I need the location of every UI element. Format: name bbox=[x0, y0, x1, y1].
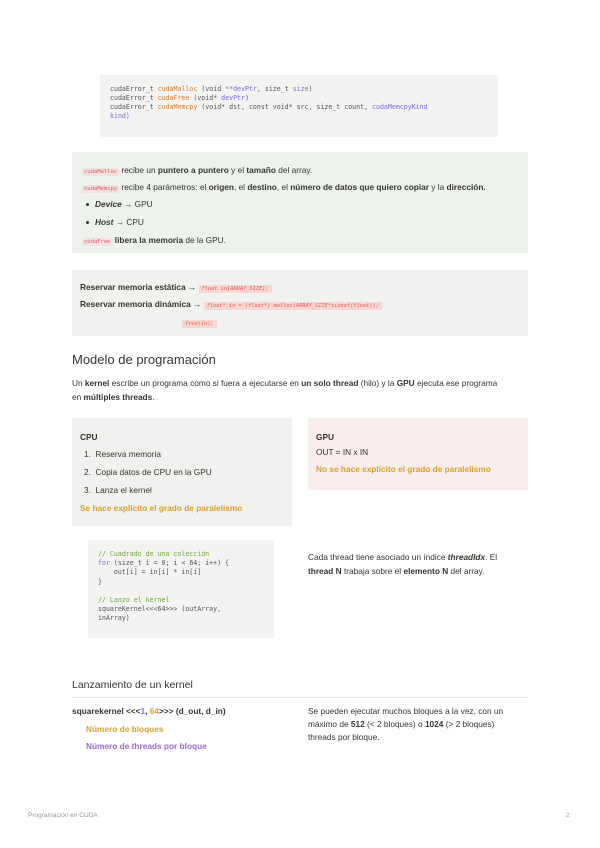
cpu-item-2: 2. Copia datos de CPU en la GPU bbox=[84, 467, 212, 477]
code-text: cudaError_t bbox=[110, 103, 158, 111]
page-number: 2 bbox=[566, 812, 570, 819]
footer-title: Programación en CUDA bbox=[28, 812, 98, 819]
bold-text: Reservar memoria dinámica bbox=[80, 299, 191, 309]
code-text: cudaError_t bbox=[110, 94, 158, 102]
bold-text: múltiples threads bbox=[83, 392, 153, 402]
bold-text: puntero a puntero bbox=[157, 165, 229, 175]
dynamic-code: float* in = (float*) malloc(ARRAY_SIZE*sizeof(float)); bbox=[204, 302, 382, 310]
section-title-lanzamiento: Lanzamiento de un kernel bbox=[72, 679, 193, 691]
bullet-device bbox=[86, 199, 153, 210]
bold-text: GPU bbox=[316, 432, 334, 442]
code-text: (void* dst, const void* src, size_t count, bbox=[197, 103, 373, 111]
code-text: ) bbox=[308, 85, 313, 93]
threads-label: Número de threads por bloque bbox=[86, 741, 207, 751]
text: del array. bbox=[275, 165, 313, 175]
code-param: devPtr bbox=[221, 94, 245, 102]
code-text: (size_t i = 0; i < 64; i++) { bbox=[109, 559, 230, 568]
memcpy-code: cudaMemcpy bbox=[84, 186, 118, 192]
code-text: , size_t bbox=[256, 85, 293, 93]
bold-text: 1024 bbox=[424, 719, 444, 729]
section-title-modelo: Modelo de programación bbox=[72, 352, 216, 367]
bold-text: Device bbox=[95, 199, 122, 209]
text: , el bbox=[276, 182, 291, 192]
cpu-note: Se hace explícito el grado de paralelismo bbox=[80, 503, 243, 513]
gpu-formula: OUT = IN x IN bbox=[316, 447, 369, 457]
code-param: cudaMemcpyKind bbox=[372, 103, 428, 111]
code-text: (void bbox=[197, 85, 226, 93]
code-function: cudaMemcpy bbox=[157, 103, 198, 111]
code-text: } bbox=[98, 577, 102, 586]
launch-desc-line2 bbox=[308, 719, 494, 730]
bold-text: número de datos que quiero copiar bbox=[290, 182, 429, 192]
text: recibe 4 parámetros: el bbox=[119, 182, 209, 192]
kernel-paragraph-line2 bbox=[72, 392, 155, 403]
bold-text: thread N bbox=[308, 566, 342, 576]
bold-text: un solo thread bbox=[301, 378, 359, 388]
text: Lanza el kernel bbox=[95, 485, 152, 495]
text: (hilo) y la bbox=[358, 378, 397, 388]
divider bbox=[72, 697, 528, 698]
bold-text: squarekernel <<< bbox=[72, 706, 141, 716]
code-keyword: for bbox=[98, 559, 110, 568]
free-code: cudaFree bbox=[84, 239, 111, 245]
bold-text: tamaño bbox=[246, 165, 276, 175]
bold-text: libera la memoria bbox=[112, 235, 184, 245]
bullet-icon bbox=[86, 203, 89, 206]
bullet-host bbox=[86, 217, 144, 228]
code-comment: // Lanzo el kernel bbox=[98, 596, 170, 605]
memcpy-line bbox=[82, 182, 486, 195]
code-block-square-kernel bbox=[88, 540, 274, 638]
text: Copia datos de CPU en la GPU bbox=[95, 467, 212, 477]
cpu-item-1: 1. Reserva memoria bbox=[84, 449, 162, 459]
code-param: **devPtr bbox=[225, 85, 257, 93]
text: máximo de bbox=[308, 719, 351, 729]
code-text: out[i] = in[i] * in[i] bbox=[98, 568, 202, 577]
bold-text: dirección. bbox=[446, 182, 486, 192]
text: recibe un bbox=[119, 165, 158, 175]
threads-value: 64 bbox=[149, 706, 159, 716]
code-block-cuda-api bbox=[100, 75, 498, 137]
bold-text: kernel bbox=[84, 378, 110, 388]
code-function: cudaFree bbox=[157, 94, 190, 102]
code-text: squareKernel<<<64>>> (outArray, bbox=[98, 605, 222, 614]
launch-syntax bbox=[72, 706, 226, 717]
text: (< 2 bloques) o bbox=[364, 719, 425, 729]
text: Cada thread tiene asociado un índice bbox=[308, 552, 448, 562]
blocks-label: Número de bloques bbox=[86, 724, 164, 734]
bold-text: >>> (d_out, d_in) bbox=[158, 706, 226, 716]
code-param: kind) bbox=[110, 112, 130, 120]
text: escribe un programa como si fuera a ejecutarse en bbox=[109, 378, 302, 388]
bold-text: Host bbox=[95, 217, 114, 227]
cpu-title bbox=[80, 432, 98, 443]
free-memory-line bbox=[182, 317, 217, 330]
static-code: float in[ARRAY_SIZE]; bbox=[199, 285, 272, 293]
malloc-code: cudaMalloc bbox=[84, 169, 118, 175]
code-param: size bbox=[292, 85, 309, 93]
text: . bbox=[152, 392, 155, 402]
bullet-icon bbox=[86, 221, 89, 224]
text: . El bbox=[485, 552, 498, 562]
code-text: ) bbox=[245, 94, 249, 102]
text: ejecuta ese programa bbox=[414, 378, 498, 388]
malloc-line bbox=[82, 165, 312, 178]
launch-desc-line1: Se pueden ejecutar muchos bloques a la vez, con un bbox=[308, 706, 504, 716]
static-memory-line bbox=[80, 282, 272, 295]
text: de la GPU. bbox=[183, 235, 226, 245]
text: trabaja sobre el bbox=[341, 566, 404, 576]
code-text: (void* bbox=[189, 94, 222, 102]
code-function: cudaMalloc bbox=[157, 85, 198, 93]
launch-desc-line3: threads por bloque. bbox=[308, 732, 380, 742]
thread-text-line2 bbox=[308, 566, 484, 577]
text: Un bbox=[72, 378, 85, 388]
gpu-note: No se hace explícito el grado de paralelismo bbox=[316, 464, 491, 474]
bold-text: Reservar memoria estática bbox=[80, 282, 186, 292]
cpu-item-3: 3. Lanza el kernel bbox=[84, 485, 152, 495]
gpu-title bbox=[316, 432, 334, 443]
text: y el bbox=[228, 165, 247, 175]
text: → GPU bbox=[121, 199, 153, 209]
bold-text: destino bbox=[247, 182, 277, 192]
arrow: → bbox=[185, 282, 199, 292]
bold-text: elemento N bbox=[403, 566, 449, 576]
code-text: inArray) bbox=[98, 614, 130, 623]
text: , el bbox=[233, 182, 248, 192]
text: → CPU bbox=[113, 217, 144, 227]
text: y la bbox=[428, 182, 447, 192]
kernel-paragraph-line1 bbox=[72, 378, 497, 389]
blocks-value: 1 bbox=[140, 706, 146, 716]
text: del array. bbox=[448, 566, 485, 576]
free-code: free(in); bbox=[182, 320, 217, 328]
free-line bbox=[82, 235, 226, 248]
text: en bbox=[72, 392, 84, 402]
bold-text: threadIdx bbox=[447, 552, 486, 562]
text: (> 2 bloques) bbox=[443, 719, 495, 729]
arrow: → bbox=[190, 299, 204, 309]
dynamic-memory-line bbox=[80, 299, 382, 312]
text: Reserva memoria bbox=[95, 449, 162, 459]
bold-text: 512 bbox=[350, 719, 365, 729]
bold-text: origen bbox=[208, 182, 234, 192]
thread-text-line1 bbox=[308, 552, 497, 563]
code-comment: // Cuadrado de una colección bbox=[98, 550, 210, 558]
bold-text: CPU bbox=[80, 432, 98, 442]
bold-text: , bbox=[145, 706, 150, 716]
bold-text: GPU bbox=[396, 378, 415, 388]
code-text: cudaError_t bbox=[110, 85, 158, 93]
